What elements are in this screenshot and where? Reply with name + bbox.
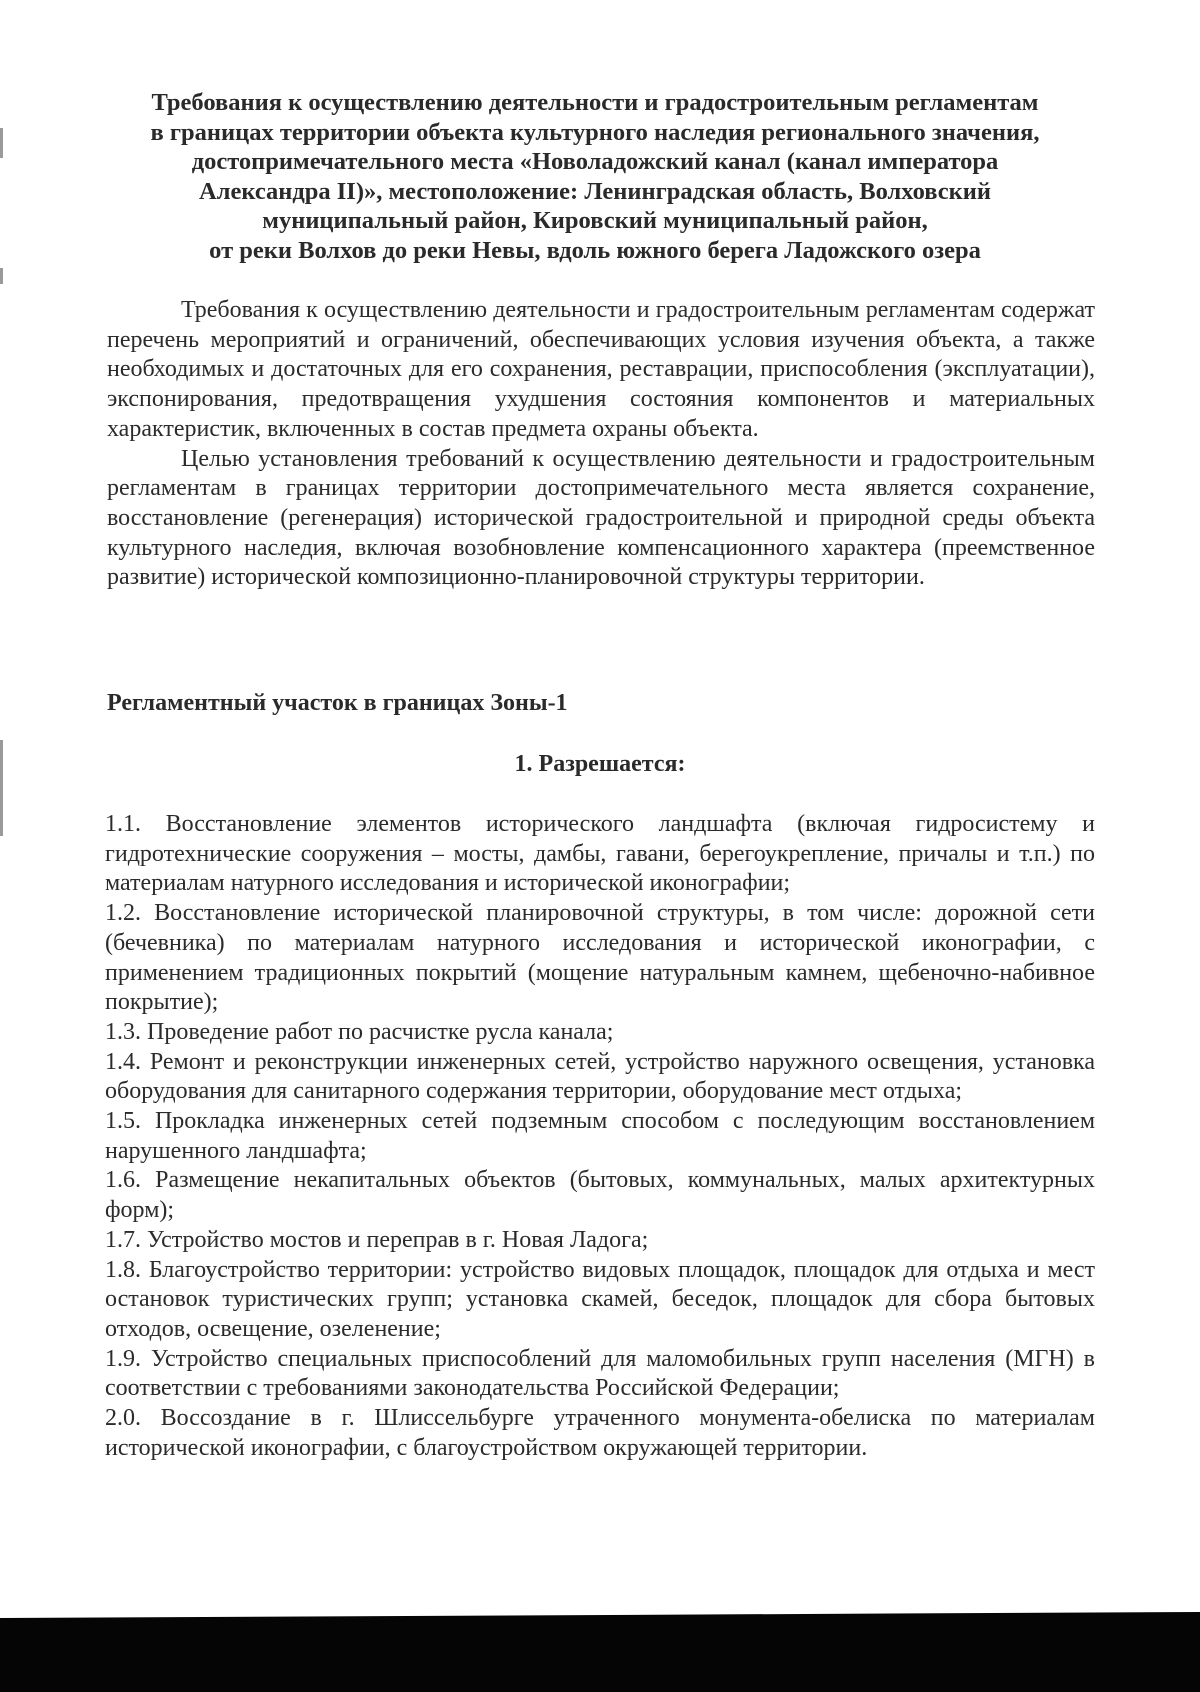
document-title: [90, 88, 1100, 265]
list-item: 1.7. Устройство мостов и переправ в г. Новая Ладога;: [105, 1226, 649, 1253]
intro-paragraph: Требования к осуществлению деятельности и градостроительным регламентам содержат перечень мероприятий и ограничений, обеспечивающих условия изучения объекта, а также необходимых и достаточных для его сохранения, реставрации, приспособления (эксплуатации), экспонирования, предотвращения ухудшения состояния компонентов и материальных характеристик, включенных в состав предмета охраны объекта.: [107, 297, 1095, 442]
list-item: 1.4. Ремонт и реконструкции инженерных сетей, устройство наружного освещения, установка оборудования для санитарного содержания территории, оборудование мест отдыха;: [105, 1048, 1095, 1105]
title-line: в границах территории объекта культурного наследия регионального значения,: [150, 118, 1040, 146]
title-line: муниципальный район, Кировский муниципальный район,: [262, 207, 928, 234]
list-item: 1.3. Проведение работ по расчистке русла канала;: [105, 1018, 614, 1045]
list-item: 1.6. Размещение некапитальных объектов (бытовых, коммунальных, малых архитектурных форм);: [105, 1167, 1095, 1224]
intro-text: [107, 296, 1095, 593]
title-line: Александра II)», местоположение: Ленинградская область, Волховский: [199, 177, 991, 205]
list-item: 1.5. Прокладка инженерных сетей подземным способом с последующим восстановлением нарушенного ландшафта;: [105, 1108, 1095, 1164]
title-line: Требования к осуществлению деятельности и градостроительным регламентам: [151, 89, 1039, 116]
title-line: достопримечательного места «Новоладожский канал (канал императора: [191, 148, 999, 175]
list-item: 1.8. Благоустройство территории: устройство видовых площадок, площадок для отдыха и мест остановок туристических групп; установка скамей, беседок, площадок для сбора бытовых отходов, освещение, озеленение;: [105, 1256, 1095, 1342]
list-item: 2.0. Воссоздание в г. Шлиссельбурге утраченного монумента-обелиска по материалам исторической иконографии, с благоустройством окружающей территории.: [105, 1405, 1095, 1461]
scan-edge-mark: [0, 268, 3, 284]
section-heading: Регламентный участок в границах Зоны-1: [107, 690, 568, 716]
permitted-items-list: [105, 810, 1095, 1463]
scan-edge-mark: [0, 128, 3, 158]
subsection-heading: 1. Разрешается:: [514, 751, 686, 777]
list-item: 1.2. Восстановление исторической планировочной структуры, в том числе: дорожной сети (бечевника) по материалам натурного исследования и исторической иконографии, с применением традиционных покрытий (мощение натуральным камнем, щебеночно-набивное покрытие);: [105, 900, 1095, 1016]
list-item: 1.9. Устройство специальных приспособлений для маломобильных групп населения (МГН) в соответствии с требованиями законодательства Российской Федерации;: [105, 1345, 1095, 1402]
list-item: 1.1. Восстановление элементов исторического ландшафта (включая гидросистему и гидротехнические сооружения – мосты, дамбы, гавани, берегоукрепление, причалы и т.п.) по материалам натурного исследования и исторической иконографии;: [105, 811, 1095, 897]
scan-bottom-band: [0, 1612, 1200, 1692]
title-line: от реки Волхов до реки Невы, вдоль южного берега Ладожского озера: [209, 236, 981, 264]
intro-paragraph: Целью установления требований к осуществлению деятельности и градостроительным регламентам в границах территории достопримечательного места является сохранение, восстановление (регенерация) исторической градостроительной и природной среды объекта культурного наследия, включая возобновление компенсационного характера (преемственное развитие) исторической композиционно-планировочной структуры территории.: [107, 445, 1095, 591]
